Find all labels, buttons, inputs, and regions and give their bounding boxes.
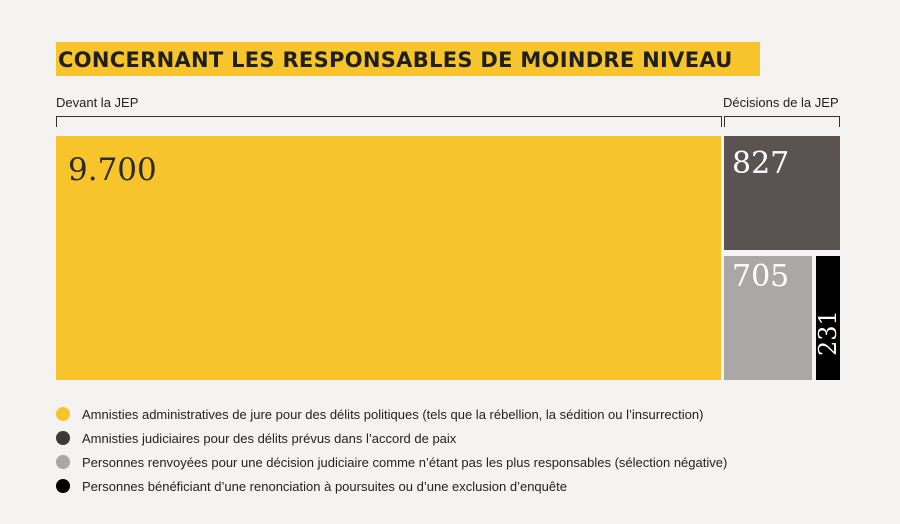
legend — [56, 402, 727, 498]
legend-label: Amnisties judiciaires pour des délits prévus dans l’accord de paix — [82, 430, 457, 446]
chart-title: CONCERNANT LES RESPONSABLES DE MOINDRE NIVEAU — [58, 48, 733, 72]
value-label-705: 705 — [732, 259, 790, 294]
legend-label: Personnes renvoyées pour une décision judiciaire comme n’étant pas les plus responsables (sélection négative) — [82, 454, 728, 470]
legend-swatch-dark-gray — [56, 431, 70, 445]
value-label-9700: 9.700 — [68, 152, 157, 188]
legend-item — [56, 402, 727, 426]
value-label-231: 231 — [814, 310, 842, 356]
legend-item — [56, 450, 727, 474]
bracket-before-jep — [56, 116, 722, 127]
legend-swatch-black — [56, 479, 70, 493]
legend-swatch-light-gray — [56, 455, 70, 469]
value-label-827: 827 — [732, 146, 790, 181]
legend-item — [56, 426, 727, 450]
legend-label: Amnisties administratives de jure pour des délits politiques (tels que la rébellion, la sédition ou l’insurrection) — [82, 406, 704, 422]
legend-item — [56, 474, 727, 498]
group-label-before-jep: Devant la JEP — [56, 95, 139, 110]
group-label-jep-decisions: Décisions de la JEP — [723, 95, 839, 110]
legend-swatch-yellow — [56, 407, 70, 421]
legend-label: Personnes bénéficiant d’une renonciation à poursuites ou d’une exclusion d’enquête — [82, 478, 567, 494]
bracket-jep-decisions — [724, 116, 840, 127]
